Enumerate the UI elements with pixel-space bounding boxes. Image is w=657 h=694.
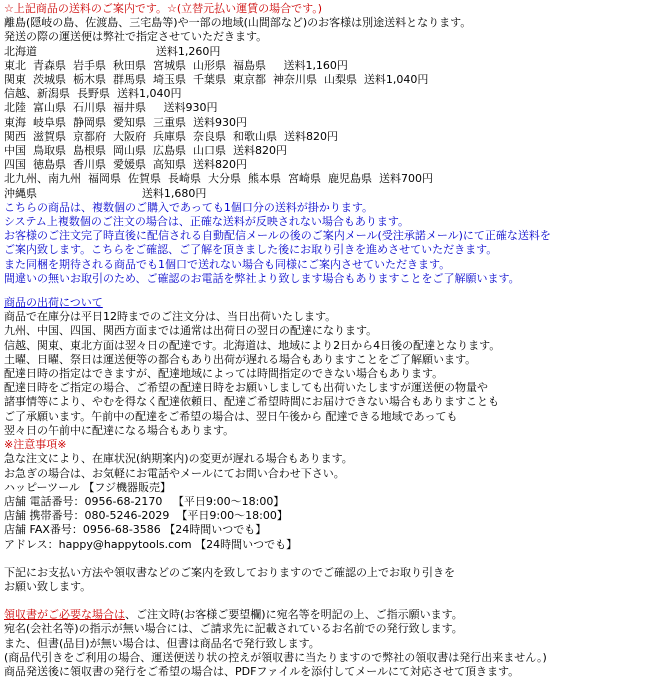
delivery-lines: [4, 310, 657, 438]
shipping-region-list: [4, 45, 657, 201]
payment-line: お願い致します。: [4, 579, 92, 593]
designated-note: 発送の際の運送便は弊社で指定させていただきます。: [4, 30, 268, 44]
shipping-note: 間違いの無いお取引のため、ご確認のお電話を弊社より致します場合もありますことをご了解願います。: [4, 271, 520, 285]
region-row: 東海 岐阜県 静岡県 愛知県 三重県 送料930円: [4, 115, 247, 129]
region-row: 東北 青森県 岩手県 秋田県 宮城県 山形県 福島県 送料1,160円: [4, 58, 348, 72]
delivery-line: 土曜、日曜、祭日は運送便等の都合もあり出荷が遅れる場合もありますことをご了解願います。: [4, 352, 477, 366]
delivery-line: ご了承願います。午前中の配達をご希望の場合は、翌日午後から 配達できる地域であっても: [4, 409, 458, 423]
shipping-header: ☆上記商品の送料のご案内です。☆(立替元払い運賃の場合です。): [4, 2, 323, 15]
region-row: 信越、新潟県 長野県 送料1,040円: [4, 87, 182, 101]
payment-line: 下記にお支払い方法や領収書などのご案内を致しておりますのでご確認の上でお取り引きを: [4, 565, 455, 579]
store-phone: 店舗 電話番号：0956-68-2170 【平日9:00～18:00】: [4, 494, 285, 508]
region-row: 関東 茨城県 栃木県 群馬県 埼玉県 千葉県 東京都 神奈川県 山梨県 送料1,040円: [4, 73, 429, 87]
notice-title: ※注意事項※: [4, 438, 67, 452]
store-fax: 店舗 FAX番号：0956-68-3586 【24時間いつでも】: [4, 523, 267, 537]
delivery-line: 翌々日の午前中に配達になる場合もあります。: [4, 423, 235, 437]
store-mobile: 店舗 携帯番号：080-5246-2029 【平日9:00～18:00】: [4, 509, 288, 523]
shipping-note: お客様のご注文完了時直後に配信される自動配信メールの後のご案内メール(受注承諾メール)にて正確な送料を: [4, 229, 551, 243]
delivery-line: 配達日時の指定はできますが、配達地域によっては時間指定のできない場合もあります。: [4, 367, 444, 381]
shipping-note: また同梱を期待される商品でも1個口で送れない場合も同様にご案内させていただきます。: [4, 257, 451, 271]
delivery-line: 信越、関東、東北方面は翌々日の配達です。北海道は、地域により2日から4日後の配達となります。: [4, 338, 501, 352]
delivery-line: 配達日時をご指定の場合、ご希望の配達日時をお願いしましても出荷いたしますが運送便の物量や: [4, 381, 488, 395]
region-row: 沖縄県 送料1,680円: [4, 186, 207, 200]
shipping-note: ご案内致します。こちらをご確認、ご了解を頂きました後にお取り引きを進めさせていただきます。: [4, 243, 498, 257]
region-row: 関西 滋賀県 京都府 大阪府 兵庫県 奈良県 和歌山県 送料820円: [4, 129, 338, 143]
region-row: 四国 徳島県 香川県 愛媛県 高知県 送料820円: [4, 158, 247, 172]
region-row: 北海道 送料1,260円: [4, 44, 221, 58]
notice-line: お急ぎの場合は、お気軽にお電話やメールにてお問い合わせ下さい。: [4, 466, 345, 480]
receipt-line: また、但書(品目)が無い場合は、但書は商品名で発行致します。: [4, 636, 320, 650]
receipt-line: 宛名(会社名等)の指示が無い場合には、ご請求先に記載されているお名前での発行致します。: [4, 622, 463, 636]
region-row: 北陸 富山県 石川県 福井県 送料930円: [4, 101, 218, 115]
company-name: ハッピーツール 【フジ機器販売】: [4, 480, 171, 494]
receipt-line: 商品発送後に領収書の発行をご希望の場合は、PDFファイルを添付してメールにて対応させて頂きます。: [4, 664, 520, 678]
delivery-line: 商品で在庫分は平日12時までのご注文分は、当日出荷いたします。: [4, 310, 337, 324]
store-email: アドレス：happy@happytools.com 【24時間いつでも】: [4, 537, 298, 551]
contact-block: [4, 481, 657, 552]
receipt-lead: [4, 608, 657, 622]
delivery-title: 商品の出荷について: [4, 296, 103, 310]
shipping-note: システム上複数個のご注文の場合は、正確な送料が反映されない場合もあります。: [4, 215, 410, 229]
delivery-line: 九州、中国、四国、関西方面までは通常は出荷日の翌日の配達になります。: [4, 324, 378, 338]
receipt-line: (商品代引きをご利用の場合、運送便送り状の控えが領収書に当たりますので弊社の領収書は発行出来ません。): [4, 650, 547, 664]
delivery-line: 諸事情等により、やむを得なく配達依頼日、配達ご希望時間にお届けできない場合もありますことも: [4, 395, 499, 409]
shipping-note: こちらの商品は、複数個のご購入であっても1個口分の送料が掛かります。: [4, 200, 374, 214]
receipt-lead-rest: 、ご注文時(お客様ご要望欄)に宛名等を明記の上、ご指示願います。: [125, 608, 463, 622]
remote-note: 離島(隠岐の島、佐渡島、三宅島等)や一部の地域(山間部など)のお客様は別途送料となります。: [4, 16, 472, 30]
region-row: 北九州、南九州 福岡県 佐賀県 長崎県 大分県 熊本県 宮崎県 鹿児島県 送料700円: [4, 172, 433, 186]
shipping-notes: [4, 201, 657, 286]
region-row: 中国 鳥取県 島根県 岡山県 広島県 山口県 送料820円: [4, 144, 287, 158]
receipt-lead-red: 領収書がご必要な場合は: [4, 608, 125, 622]
notice-line: 急な注文により、在庫状況(納期案内)の変更が遅れる場合もあります。: [4, 452, 353, 466]
